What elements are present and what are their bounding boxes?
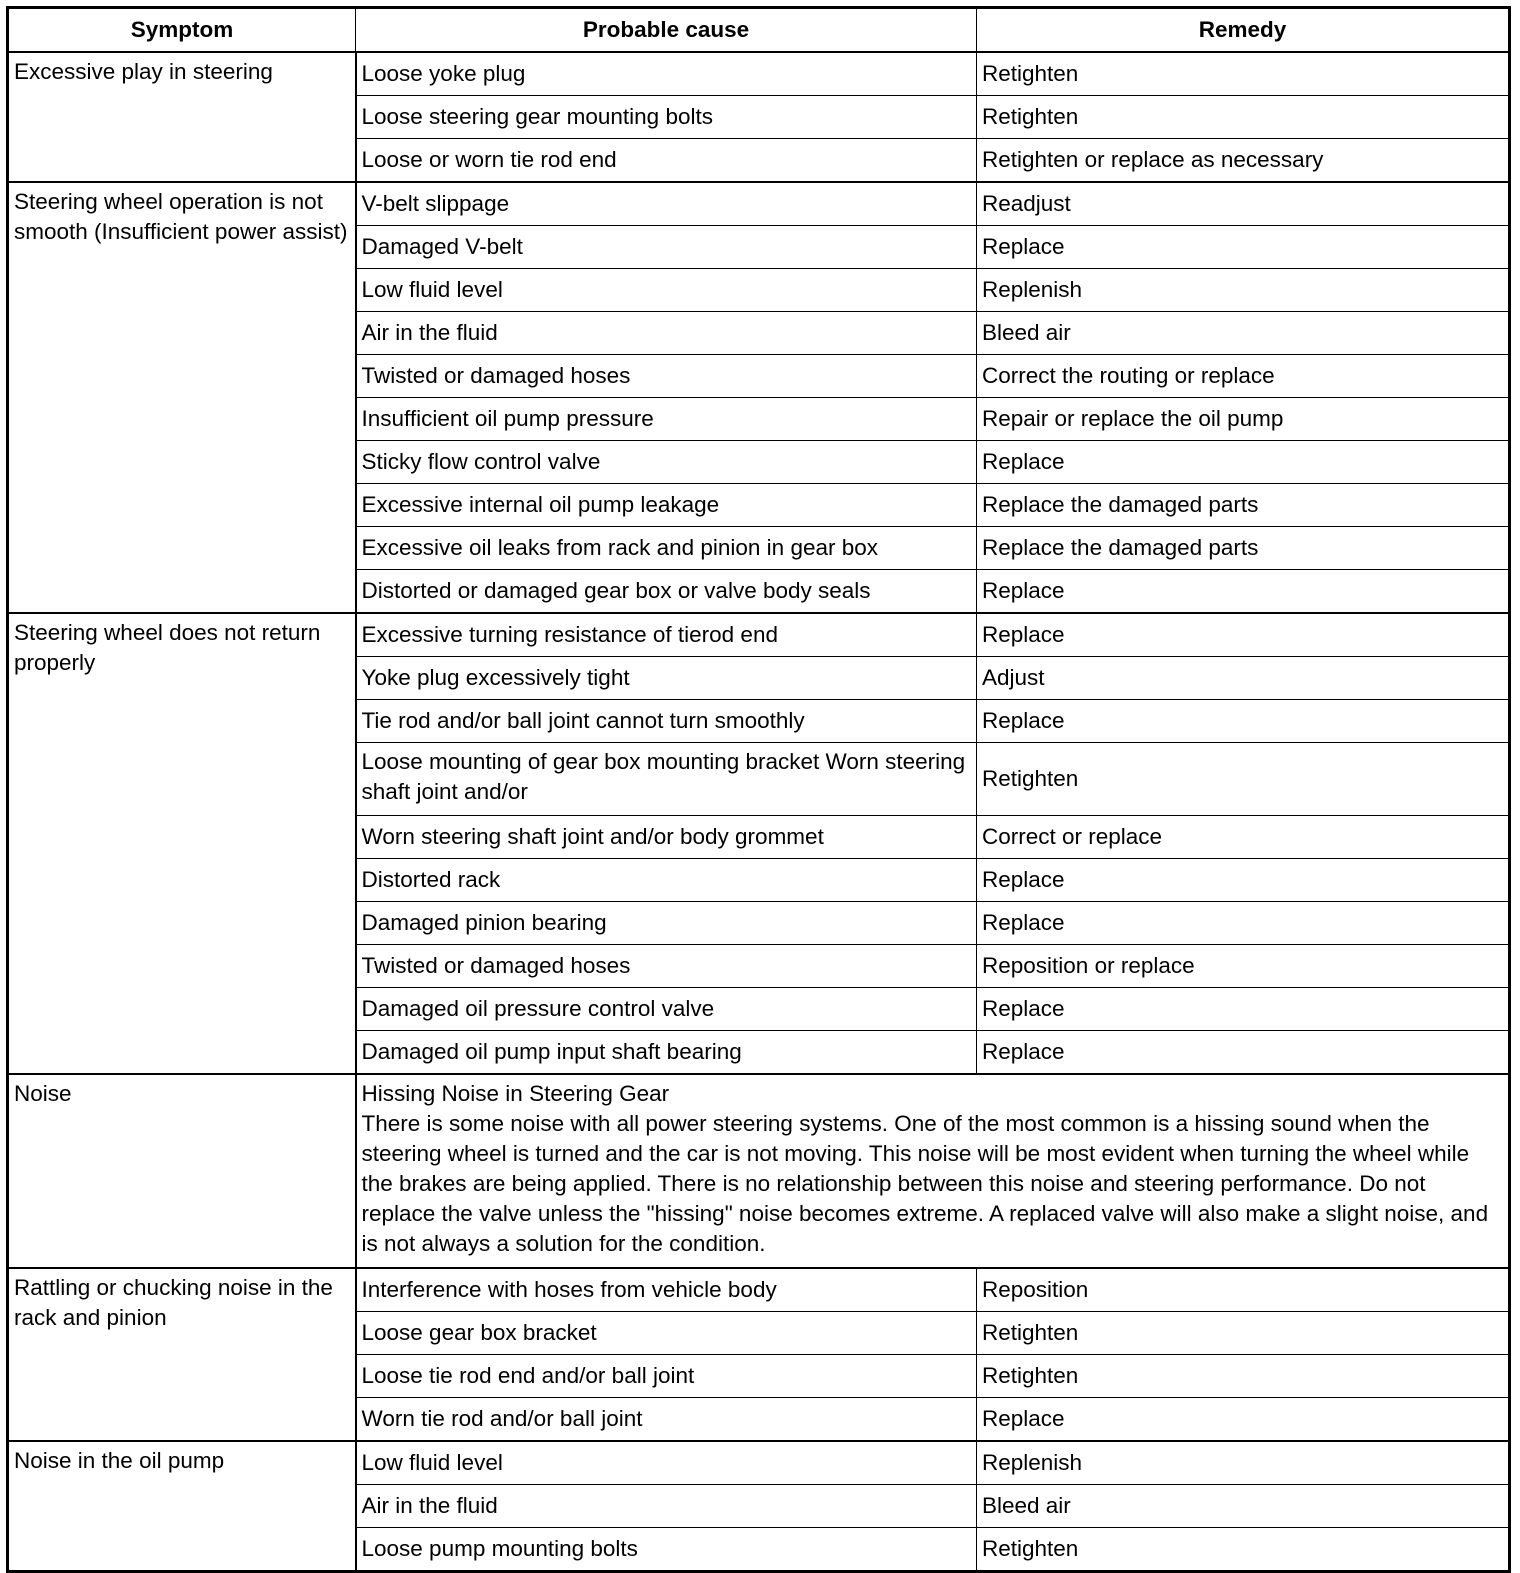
remedy-cell: Replenish (977, 1441, 1510, 1485)
symptom-cell: Noise in the oil pump (8, 1441, 356, 1572)
note-body: There is some noise with all power steering systems. One of the most common is a hissing sound when the steering wheel is turned and the car is not moving. This noise will be most evident when turning the wheel while the brakes are being applied. There is no relationship between this noise and steering performance. Do not replace the valve unless the "hissing" noise becomes extreme. A replaced valve will also make a slight noise, and is not always a solution for the condition. (361, 1111, 1489, 1256)
cause-cell: Loose pump mounting bolts (356, 1528, 977, 1572)
remedy-cell: Replace (977, 441, 1510, 484)
cause-cell: Yoke plug excessively tight (356, 657, 977, 700)
remedy-cell: Replace (977, 1031, 1510, 1075)
cause-cell: Damaged oil pump input shaft bearing (356, 1031, 977, 1075)
cause-cell: Loose mounting of gear box mounting bracket Worn steering shaft joint and/or (356, 743, 977, 816)
probable-cause-column-header: Probable cause (356, 8, 977, 53)
remedy-cell: Bleed air (977, 1485, 1510, 1528)
symptom-column-header: Symptom (8, 8, 356, 53)
remedy-cell: Retighten (977, 743, 1510, 816)
cause-cell: Excessive turning resistance of tierod end (356, 613, 977, 657)
remedy-cell: Replace (977, 1398, 1510, 1442)
remedy-cell: Retighten or replace as necessary (977, 139, 1510, 183)
cause-cell: Loose or worn tie rod end (356, 139, 977, 183)
remedy-cell: Replace (977, 700, 1510, 743)
cause-cell: Sticky flow control valve (356, 441, 977, 484)
cause-cell: Loose yoke plug (356, 52, 977, 96)
remedy-cell: Replace the damaged parts (977, 484, 1510, 527)
remedy-cell: Bleed air (977, 312, 1510, 355)
remedy-cell: Retighten (977, 1528, 1510, 1572)
cause-cell: Excessive internal oil pump leakage (356, 484, 977, 527)
troubleshooting-table (6, 6, 1511, 1573)
remedy-cell: Retighten (977, 1355, 1510, 1398)
remedy-cell: Reposition (977, 1268, 1510, 1312)
cause-cell: Twisted or damaged hoses (356, 945, 977, 988)
symptom-cell: Noise (8, 1074, 356, 1268)
remedy-cell: Correct or replace (977, 816, 1510, 859)
remedy-cell: Reposition or replace (977, 945, 1510, 988)
remedy-cell: Retighten (977, 96, 1510, 139)
cause-cell: Twisted or damaged hoses (356, 355, 977, 398)
remedy-column-header: Remedy (977, 8, 1510, 53)
cause-cell: Tie rod and/or ball joint cannot turn smoothly (356, 700, 977, 743)
cause-cell: Damaged V-belt (356, 226, 977, 269)
remedy-cell: Replace (977, 570, 1510, 614)
remedy-cell: Adjust (977, 657, 1510, 700)
header-row (8, 8, 1510, 53)
table-row (8, 182, 1510, 226)
symptom-cell: Steering wheel does not return properly (8, 613, 356, 1074)
remedy-cell: Replace (977, 988, 1510, 1031)
table-row (8, 1441, 1510, 1485)
cause-cell: V-belt slippage (356, 182, 977, 226)
table-row (8, 1074, 1510, 1268)
symptom-cell: Excessive play in steering (8, 52, 356, 182)
symptom-cell: Rattling or chucking noise in the rack and pinion (8, 1268, 356, 1441)
remedy-cell: Replenish (977, 269, 1510, 312)
remedy-cell: Repair or replace the oil pump (977, 398, 1510, 441)
cause-cell: Loose tie rod end and/or ball joint (356, 1355, 977, 1398)
table-row (8, 613, 1510, 657)
remedy-cell: Replace (977, 859, 1510, 902)
table-row (8, 1268, 1510, 1312)
hissing-noise-note (356, 1074, 1510, 1268)
cause-cell: Damaged oil pressure control valve (356, 988, 977, 1031)
remedy-cell: Retighten (977, 52, 1510, 96)
cause-cell: Distorted rack (356, 859, 977, 902)
symptom-cell: Steering wheel operation is not smooth (Insufficient power assist) (8, 182, 356, 613)
cause-cell: Insufficient oil pump pressure (356, 398, 977, 441)
cause-cell: Air in the fluid (356, 1485, 977, 1528)
remedy-cell: Replace (977, 226, 1510, 269)
table-row (8, 52, 1510, 96)
cause-cell: Air in the fluid (356, 312, 977, 355)
cause-cell: Low fluid level (356, 269, 977, 312)
cause-cell: Damaged pinion bearing (356, 902, 977, 945)
remedy-cell: Retighten (977, 1312, 1510, 1355)
cause-cell: Loose steering gear mounting bolts (356, 96, 977, 139)
remedy-cell: Replace (977, 902, 1510, 945)
remedy-cell: Replace the damaged parts (977, 527, 1510, 570)
cause-cell: Worn steering shaft joint and/or body grommet (356, 816, 977, 859)
cause-cell: Distorted or damaged gear box or valve body seals (356, 570, 977, 614)
note-title: Hissing Noise in Steering Gear (361, 1081, 670, 1106)
remedy-cell: Replace (977, 613, 1510, 657)
cause-cell: Interference with hoses from vehicle body (356, 1268, 977, 1312)
remedy-cell: Correct the routing or replace (977, 355, 1510, 398)
cause-cell: Worn tie rod and/or ball joint (356, 1398, 977, 1442)
cause-cell: Excessive oil leaks from rack and pinion in gear box (356, 527, 977, 570)
cause-cell: Loose gear box bracket (356, 1312, 977, 1355)
cause-cell: Low fluid level (356, 1441, 977, 1485)
remedy-cell: Readjust (977, 182, 1510, 226)
